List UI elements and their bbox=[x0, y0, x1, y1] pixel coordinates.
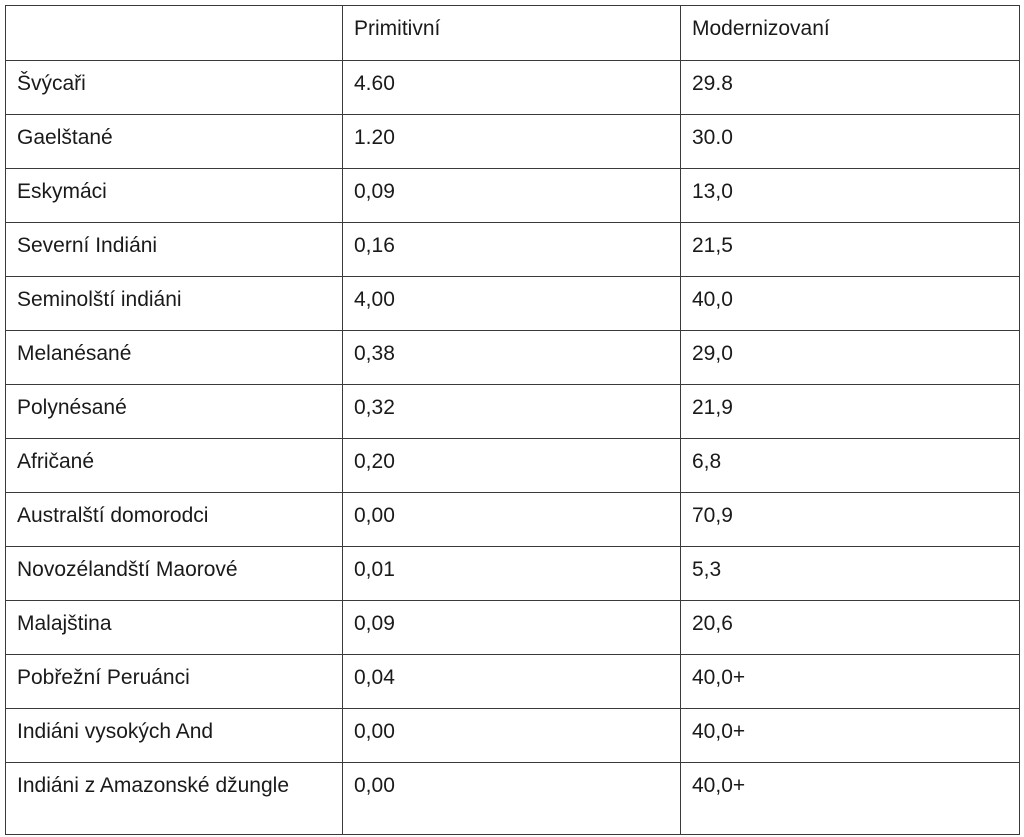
primitive-value-cell: 4,00 bbox=[343, 277, 681, 331]
population-cell: Gaelštané bbox=[6, 115, 343, 169]
primitive-value-cell: 0,20 bbox=[343, 439, 681, 493]
modernized-value-cell: 21,9 bbox=[681, 385, 1020, 439]
modernized-value-cell: 29.8 bbox=[681, 61, 1020, 115]
modernized-value-cell: 40,0+ bbox=[681, 763, 1020, 835]
modernized-value-cell: 6,8 bbox=[681, 439, 1020, 493]
modernized-value-cell: 5,3 bbox=[681, 547, 1020, 601]
population-cell: Indiáni vysokých And bbox=[6, 709, 343, 763]
modernized-value-cell: 40,0 bbox=[681, 277, 1020, 331]
modernized-value-cell: 40,0+ bbox=[681, 655, 1020, 709]
table-row bbox=[6, 493, 1020, 547]
table-row bbox=[6, 115, 1020, 169]
population-cell: Melanésané bbox=[6, 331, 343, 385]
table-row bbox=[6, 601, 1020, 655]
primitive-value-cell: 0,09 bbox=[343, 601, 681, 655]
primitive-value-cell: 0,16 bbox=[343, 223, 681, 277]
header-cell-empty bbox=[6, 6, 343, 61]
modernized-value-cell: 13,0 bbox=[681, 169, 1020, 223]
population-cell: Novozélandští Maorové bbox=[6, 547, 343, 601]
comparison-table bbox=[5, 5, 1020, 835]
table-row bbox=[6, 709, 1020, 763]
modernized-value-cell: 20,6 bbox=[681, 601, 1020, 655]
primitive-value-cell: 0,09 bbox=[343, 169, 681, 223]
modernized-value-cell: 29,0 bbox=[681, 331, 1020, 385]
population-cell: Seminolští indiáni bbox=[6, 277, 343, 331]
primitive-value-cell: 0,32 bbox=[343, 385, 681, 439]
population-cell: Australští domorodci bbox=[6, 493, 343, 547]
table-row bbox=[6, 385, 1020, 439]
population-cell: Afričané bbox=[6, 439, 343, 493]
table-row bbox=[6, 223, 1020, 277]
modernized-value-cell: 21,5 bbox=[681, 223, 1020, 277]
population-cell: Polynésané bbox=[6, 385, 343, 439]
primitive-value-cell: 0,38 bbox=[343, 331, 681, 385]
table-row bbox=[6, 655, 1020, 709]
table-row bbox=[6, 547, 1020, 601]
header-row bbox=[6, 6, 1020, 61]
table-row bbox=[6, 763, 1020, 835]
primitive-value-cell: 0,04 bbox=[343, 655, 681, 709]
primitive-value-cell: 4.60 bbox=[343, 61, 681, 115]
primitive-value-cell: 0,00 bbox=[343, 763, 681, 835]
population-cell: Eskymáci bbox=[6, 169, 343, 223]
table-row bbox=[6, 277, 1020, 331]
table-row bbox=[6, 331, 1020, 385]
population-cell: Malajština bbox=[6, 601, 343, 655]
primitive-value-cell: 0,00 bbox=[343, 493, 681, 547]
table-row bbox=[6, 61, 1020, 115]
population-cell: Indiáni z Amazonské džungle bbox=[6, 763, 343, 835]
modernized-value-cell: 30.0 bbox=[681, 115, 1020, 169]
header-cell-modernized: Modernizovaní bbox=[681, 6, 1020, 61]
header-cell-primitive: Primitivní bbox=[343, 6, 681, 61]
population-cell: Švýcaři bbox=[6, 61, 343, 115]
modernized-value-cell: 40,0+ bbox=[681, 709, 1020, 763]
primitive-value-cell: 0,00 bbox=[343, 709, 681, 763]
table-row bbox=[6, 439, 1020, 493]
primitive-value-cell: 1.20 bbox=[343, 115, 681, 169]
population-cell: Severní Indiáni bbox=[6, 223, 343, 277]
modernized-value-cell: 70,9 bbox=[681, 493, 1020, 547]
table-row bbox=[6, 169, 1020, 223]
population-cell: Pobřežní Peruánci bbox=[6, 655, 343, 709]
primitive-value-cell: 0,01 bbox=[343, 547, 681, 601]
